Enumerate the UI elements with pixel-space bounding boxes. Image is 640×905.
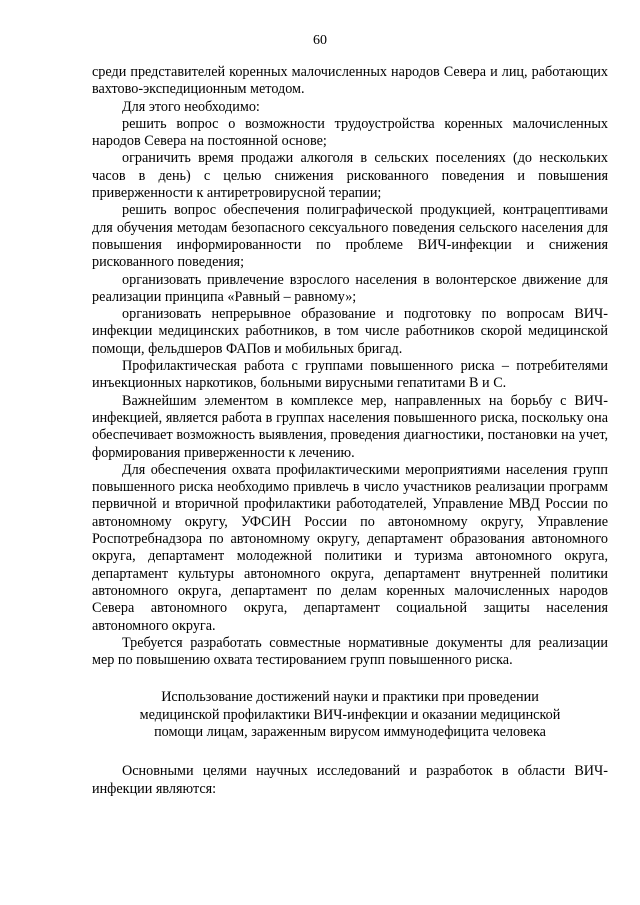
- page-number: 60: [313, 33, 327, 48]
- paragraph: Профилактическая работа с группами повышенного риска – потребителями инъекционных наркотиков, больными вирусными гепатитами В и С.: [92, 358, 608, 392]
- section-heading-line: Использование достижений науки и практики при проведении: [161, 689, 539, 706]
- section-heading: [92, 689, 608, 741]
- paragraph: Для этого необходимо:: [122, 98, 260, 115]
- paragraph: решить вопрос о возможности трудоустройства коренных малочисленных народов Севера на постоянной основе;: [92, 115, 608, 150]
- paragraph: организовать непрерывное образование и подготовку по вопросам ВИЧ-инфекции медицинских работников, в том числе работников скорой медицинской помощи, фельдшеров ФАПов и мобильных бригад.: [92, 306, 608, 357]
- paragraph: Основными целями научных исследований и разработок в области ВИЧ-инфекции являются:: [92, 763, 608, 797]
- paragraph: среди представителей коренных малочисленных народов Севера и лиц, работающих вахтово-экспедиционным методом.: [92, 64, 608, 98]
- paragraph: организовать привлечение взрослого населения в волонтерское движение для реализации принципа «Равный – равному»;: [92, 271, 608, 305]
- paragraph: решить вопрос обеспечения полиграфической продукцией, контрацептивами для обучения методам безопасного сексуального поведения сельского населения для повышения информированности по проблеме ВИЧ-инфекции и снижения рискованного поведения;: [92, 202, 608, 271]
- paragraph: Требуется разработать совместные нормативные документы для реализации мер по повышению охвата тестированием групп повышенного риска.: [92, 634, 608, 669]
- body-text: [92, 64, 608, 798]
- paragraph: ограничить время продажи алкоголя в сельских поселениях (до нескольких часов в день) с целью снижения рискованного поведения и повышения приверженности к антиретровирусной терапии;: [92, 150, 608, 202]
- paragraph: Для обеспечения охвата профилактическими мероприятиями населения групп повышенного риска необходимо привлечь в число участников реализации программ первичной и вторичной профилактики работодателей, Управление МВД России по автономному округу, УФСИН России по автономному округу, Управление Роспотребнадзора по автономному округу, департамент образования автономного округа, департамент молодежной политики и туризма автономного округа, департамент культуры автономного округа, департамент внутренней политики автономного округа, департамент по делам коренных малочисленных народов Севера автономного округа, департамент социальной защиты населения автономного округа.: [92, 461, 608, 634]
- section-heading-line: помощи лицам, зараженным вирусом иммунодефицита человека: [154, 723, 546, 740]
- paragraph: Важнейшим элементом в комплексе мер, направленных на борьбу с ВИЧ-инфекцией, является работа в группах населения повышенного риска, поскольку она обеспечивает возможность выявления, проведения диагностики, постановки на учет, формирования приверженности к лечению.: [92, 392, 608, 461]
- section-heading-line: медицинской профилактики ВИЧ-инфекции и оказании медицинской: [139, 706, 561, 723]
